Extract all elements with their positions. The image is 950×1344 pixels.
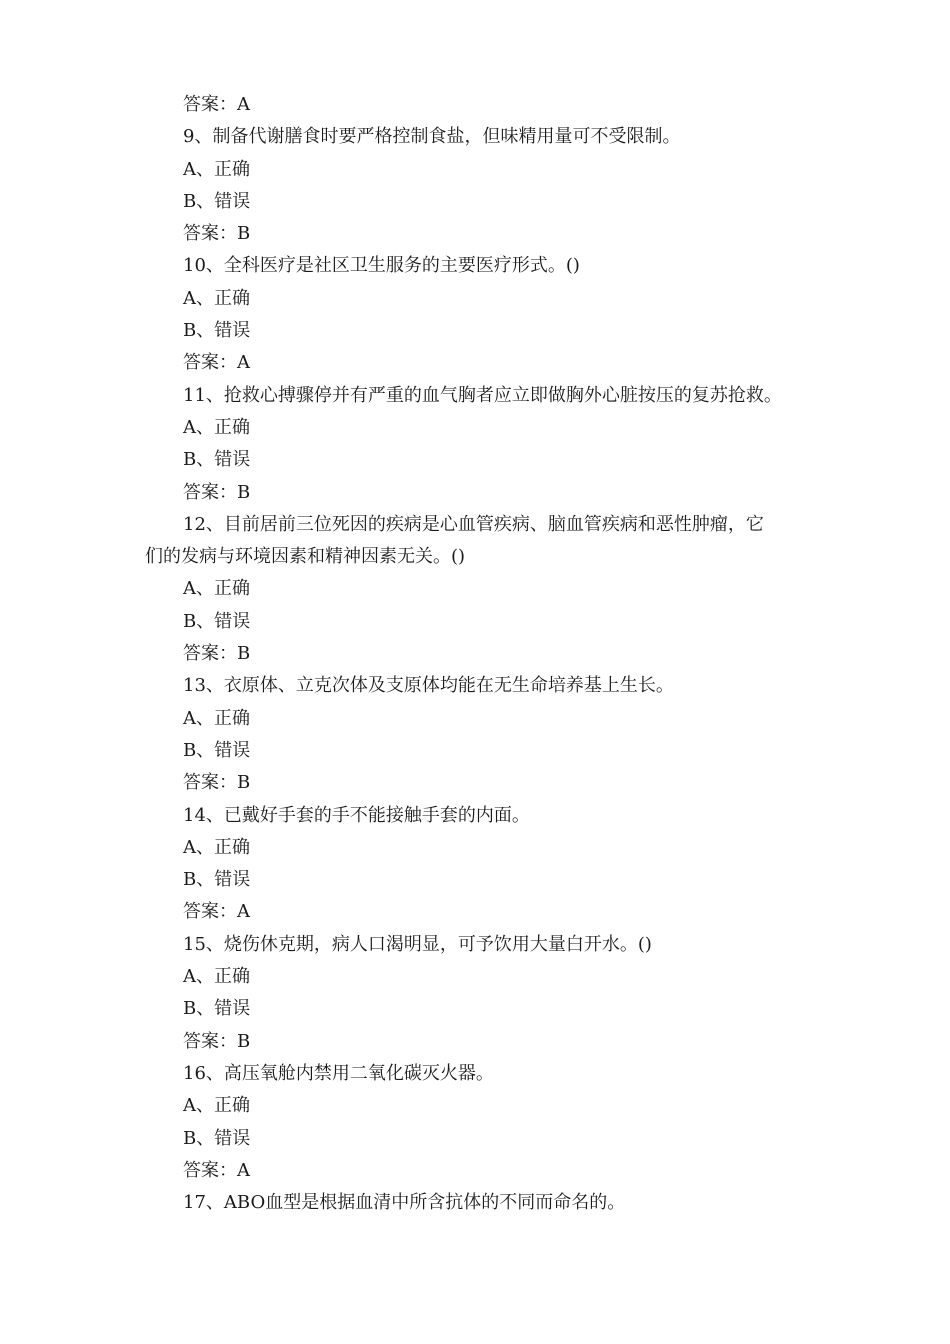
option-b: B、错误 — [183, 190, 251, 212]
option-b: B、错误 — [183, 320, 251, 342]
question-stem: 12、目前居前三位死因的疾病是心血管疾病、脑血管疾病和恶性肿瘤，它 — [183, 513, 764, 535]
question-stem: 16、高压氧舱内禁用二氧化碳灭火器。 — [183, 1062, 494, 1084]
option-b: B、错误 — [183, 739, 251, 761]
option-a: A、正确 — [183, 158, 250, 180]
answer-line: 答案：A — [183, 901, 250, 923]
answer-line: 答案：B — [183, 223, 251, 245]
option-b: B、错误 — [183, 1127, 251, 1149]
question-stem: 17、ABO血型是根据血清中所含抗体的不同而命名的。 — [183, 1192, 626, 1214]
option-b: B、错误 — [183, 449, 251, 471]
question-stem: 11、抢救心搏骤停并有严重的血气胸者应立即做胸外心脏按压的复苏抢救。 — [183, 384, 782, 406]
option-a: A、正确 — [183, 578, 250, 600]
question-13 — [0, 670, 950, 799]
answer-line: 答案：B — [183, 643, 251, 665]
option-b: B、错误 — [183, 998, 251, 1020]
question-9 — [0, 121, 950, 250]
question-10 — [0, 250, 950, 379]
option-a: A、正确 — [183, 416, 250, 438]
question-stem-continuation: 们的发病与环境因素和精神因素无关。() — [145, 546, 466, 568]
document-page — [0, 89, 950, 1219]
option-a: A、正确 — [183, 707, 250, 729]
question-14 — [0, 800, 950, 929]
answer-line: 答案：A — [183, 352, 250, 374]
question-11 — [0, 380, 950, 509]
option-b: B、错误 — [183, 610, 251, 632]
question-stem: 10、全科医疗是社区卫生服务的主要医疗形式。() — [183, 255, 580, 277]
question-12 — [0, 509, 950, 670]
question-15 — [0, 929, 950, 1058]
option-a: A、正确 — [183, 1095, 250, 1117]
question-stem: 15、烧伤休克期，病人口渴明显，可予饮用大量白开水。() — [183, 933, 652, 955]
question-stem: 13、衣原体、立克次体及支原体均能在无生命培养基上生长。 — [183, 675, 674, 697]
option-a: A、正确 — [183, 966, 250, 988]
answer-line: 答案：A — [183, 1159, 250, 1181]
answer-line: 答案：A — [183, 94, 250, 115]
option-b: B、错误 — [183, 869, 251, 891]
question-stem: 9、制备代谢膳食时要严格控制食盐，但味精用量可不受限制。 — [183, 126, 681, 148]
question-stem: 14、已戴好手套的手不能接触手套的内面。 — [183, 804, 530, 826]
answer-line: 答案：B — [183, 1030, 251, 1052]
answer-line: 答案：B — [183, 481, 251, 503]
question-16 — [0, 1058, 950, 1187]
answer-line: 答案：B — [183, 772, 251, 794]
option-a: A、正确 — [183, 287, 250, 309]
question-17 — [0, 1187, 950, 1219]
option-a: A、正确 — [183, 836, 250, 858]
